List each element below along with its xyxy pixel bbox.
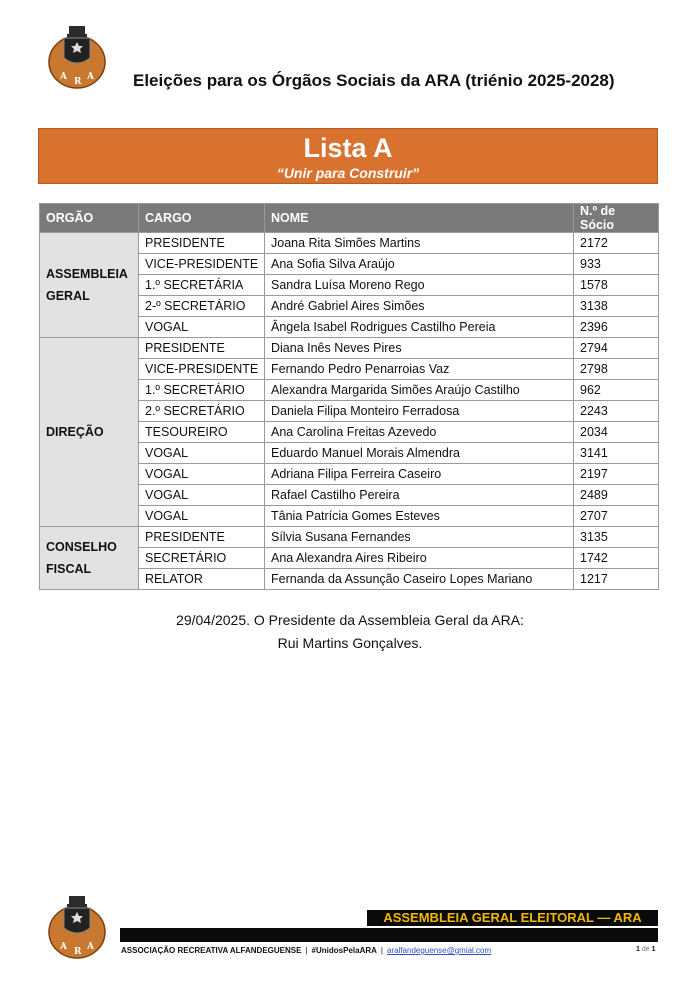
footer-banner: ASSEMBLEIA GERAL ELEITORAL — ARA [367, 910, 658, 926]
footer-separator: | [380, 946, 383, 955]
socio-cell: 2396 [574, 317, 659, 338]
nome-cell: Ângela Isabel Rodrigues Castilho Pereia [265, 317, 574, 338]
list-slogan: “Unir para Construir” [276, 165, 420, 181]
orgao-cell: CONSELHO FISCAL [40, 527, 139, 590]
column-header-cargo: CARGO [139, 204, 265, 233]
cargo-cell: RELATOR [139, 569, 265, 590]
svg-text:A: A [60, 942, 67, 952]
page-total: 1 [651, 946, 656, 953]
nome-cell: Adriana Filipa Ferreira Caseiro [265, 464, 574, 485]
footer-bar [120, 928, 658, 942]
nome-cell: Sílvia Susana Fernandes [265, 527, 574, 548]
svg-text:R: R [74, 947, 82, 957]
candidates-table [39, 203, 659, 590]
socio-cell: 2798 [574, 359, 659, 380]
socio-cell: 2172 [574, 233, 659, 254]
socio-cell: 1742 [574, 548, 659, 569]
nome-cell: Daniela Filipa Monteiro Ferradosa [265, 401, 574, 422]
nome-cell: André Gabriel Aires Simões [265, 296, 574, 317]
svg-text:A: A [87, 942, 94, 952]
cargo-cell: VOGAL [139, 464, 265, 485]
socio-cell: 3138 [574, 296, 659, 317]
list-banner [38, 128, 658, 184]
socio-cell: 2707 [574, 506, 659, 527]
cargo-cell: VOGAL [139, 443, 265, 464]
nome-cell: Diana Inês Neves Pires [265, 338, 574, 359]
cargo-cell: PRESIDENTE [139, 527, 265, 548]
nome-cell: Eduardo Manuel Morais Almendra [265, 443, 574, 464]
page-current: 1 [636, 946, 640, 953]
nome-cell: Ana Sofia Silva Araújo [265, 254, 574, 275]
nome-cell: Rafael Castilho Pereira [265, 485, 574, 506]
ara-logo-footer [47, 892, 107, 960]
socio-cell: 3141 [574, 443, 659, 464]
signature-line: 29/04/2025. O Presidente da Assembleia Geral da ARA: [176, 612, 524, 628]
table-row [40, 527, 659, 548]
signatory-name: Rui Martins Gonçalves. [277, 635, 423, 651]
cargo-cell: VICE-PRESIDENTE [139, 359, 265, 380]
cargo-cell: 2-º SECRETÁRIO [139, 296, 265, 317]
column-header-orgao: ORGÃO [40, 204, 139, 233]
cargo-cell: 2.º SECRETÁRIO [139, 401, 265, 422]
socio-cell: 2197 [574, 464, 659, 485]
table-header-row [40, 204, 659, 233]
nome-cell: Sandra Luísa Moreno Rego [265, 275, 574, 296]
table-row [40, 233, 659, 254]
svg-text:R: R [74, 77, 82, 87]
cargo-cell: VOGAL [139, 485, 265, 506]
cargo-cell: VOGAL [139, 506, 265, 527]
cargo-cell: 1.º SECRETÁRIO [139, 380, 265, 401]
column-header-socio: N.º de Sócio [574, 204, 659, 233]
nome-cell: Fernanda da Assunção Caseiro Lopes Mariano [265, 569, 574, 590]
svg-text:A: A [87, 72, 94, 82]
cargo-cell: PRESIDENTE [139, 338, 265, 359]
cargo-cell: SECRETÁRIO [139, 548, 265, 569]
socio-cell: 2489 [574, 485, 659, 506]
column-header-nome: NOME [265, 204, 574, 233]
list-title: Lista A [303, 133, 393, 163]
nome-cell: Ana Alexandra Aires Ribeiro [265, 548, 574, 569]
socio-cell: 2243 [574, 401, 659, 422]
footer-info [121, 946, 491, 955]
cargo-cell: TESOUREIRO [139, 422, 265, 443]
cargo-cell: VOGAL [139, 317, 265, 338]
footer-org: ASSOCIAÇÃO RECREATIVA ALFANDEGUENSE [121, 946, 302, 955]
footer-email-link[interactable]: aralfandeguense@gmial.com [386, 946, 492, 955]
cargo-cell: VICE-PRESIDENTE [139, 254, 265, 275]
orgao-cell: DIREÇÃO [40, 338, 139, 527]
nome-cell: Alexandra Margarida Simões Araújo Castilho [265, 380, 574, 401]
socio-cell: 933 [574, 254, 659, 275]
svg-text:A: A [60, 72, 67, 82]
cargo-cell: PRESIDENTE [139, 233, 265, 254]
footer-separator: | [305, 946, 308, 955]
page-of: de [641, 946, 650, 953]
nome-cell: Fernando Pedro Penarroias Vaz [265, 359, 574, 380]
nome-cell: Tânia Patrícia Gomes Esteves [265, 506, 574, 527]
nome-cell: Joana Rita Simões Martins [265, 233, 574, 254]
nome-cell: Ana Carolina Freitas Azevedo [265, 422, 574, 443]
page-number [636, 946, 656, 953]
document-title: Eleições para os Órgãos Sociais da ARA (triénio 2025-2028) [133, 71, 615, 90]
cargo-cell: 1.º SECRETÁRIA [139, 275, 265, 296]
socio-cell: 1578 [574, 275, 659, 296]
table-row [40, 338, 659, 359]
socio-cell: 3135 [574, 527, 659, 548]
socio-cell: 962 [574, 380, 659, 401]
footer-hashtag: #UnidosPelaARA [311, 946, 377, 955]
orgao-cell: ASSEMBLEIA GERAL [40, 233, 139, 338]
ara-logo [47, 22, 107, 90]
socio-cell: 2034 [574, 422, 659, 443]
socio-cell: 2794 [574, 338, 659, 359]
socio-cell: 1217 [574, 569, 659, 590]
